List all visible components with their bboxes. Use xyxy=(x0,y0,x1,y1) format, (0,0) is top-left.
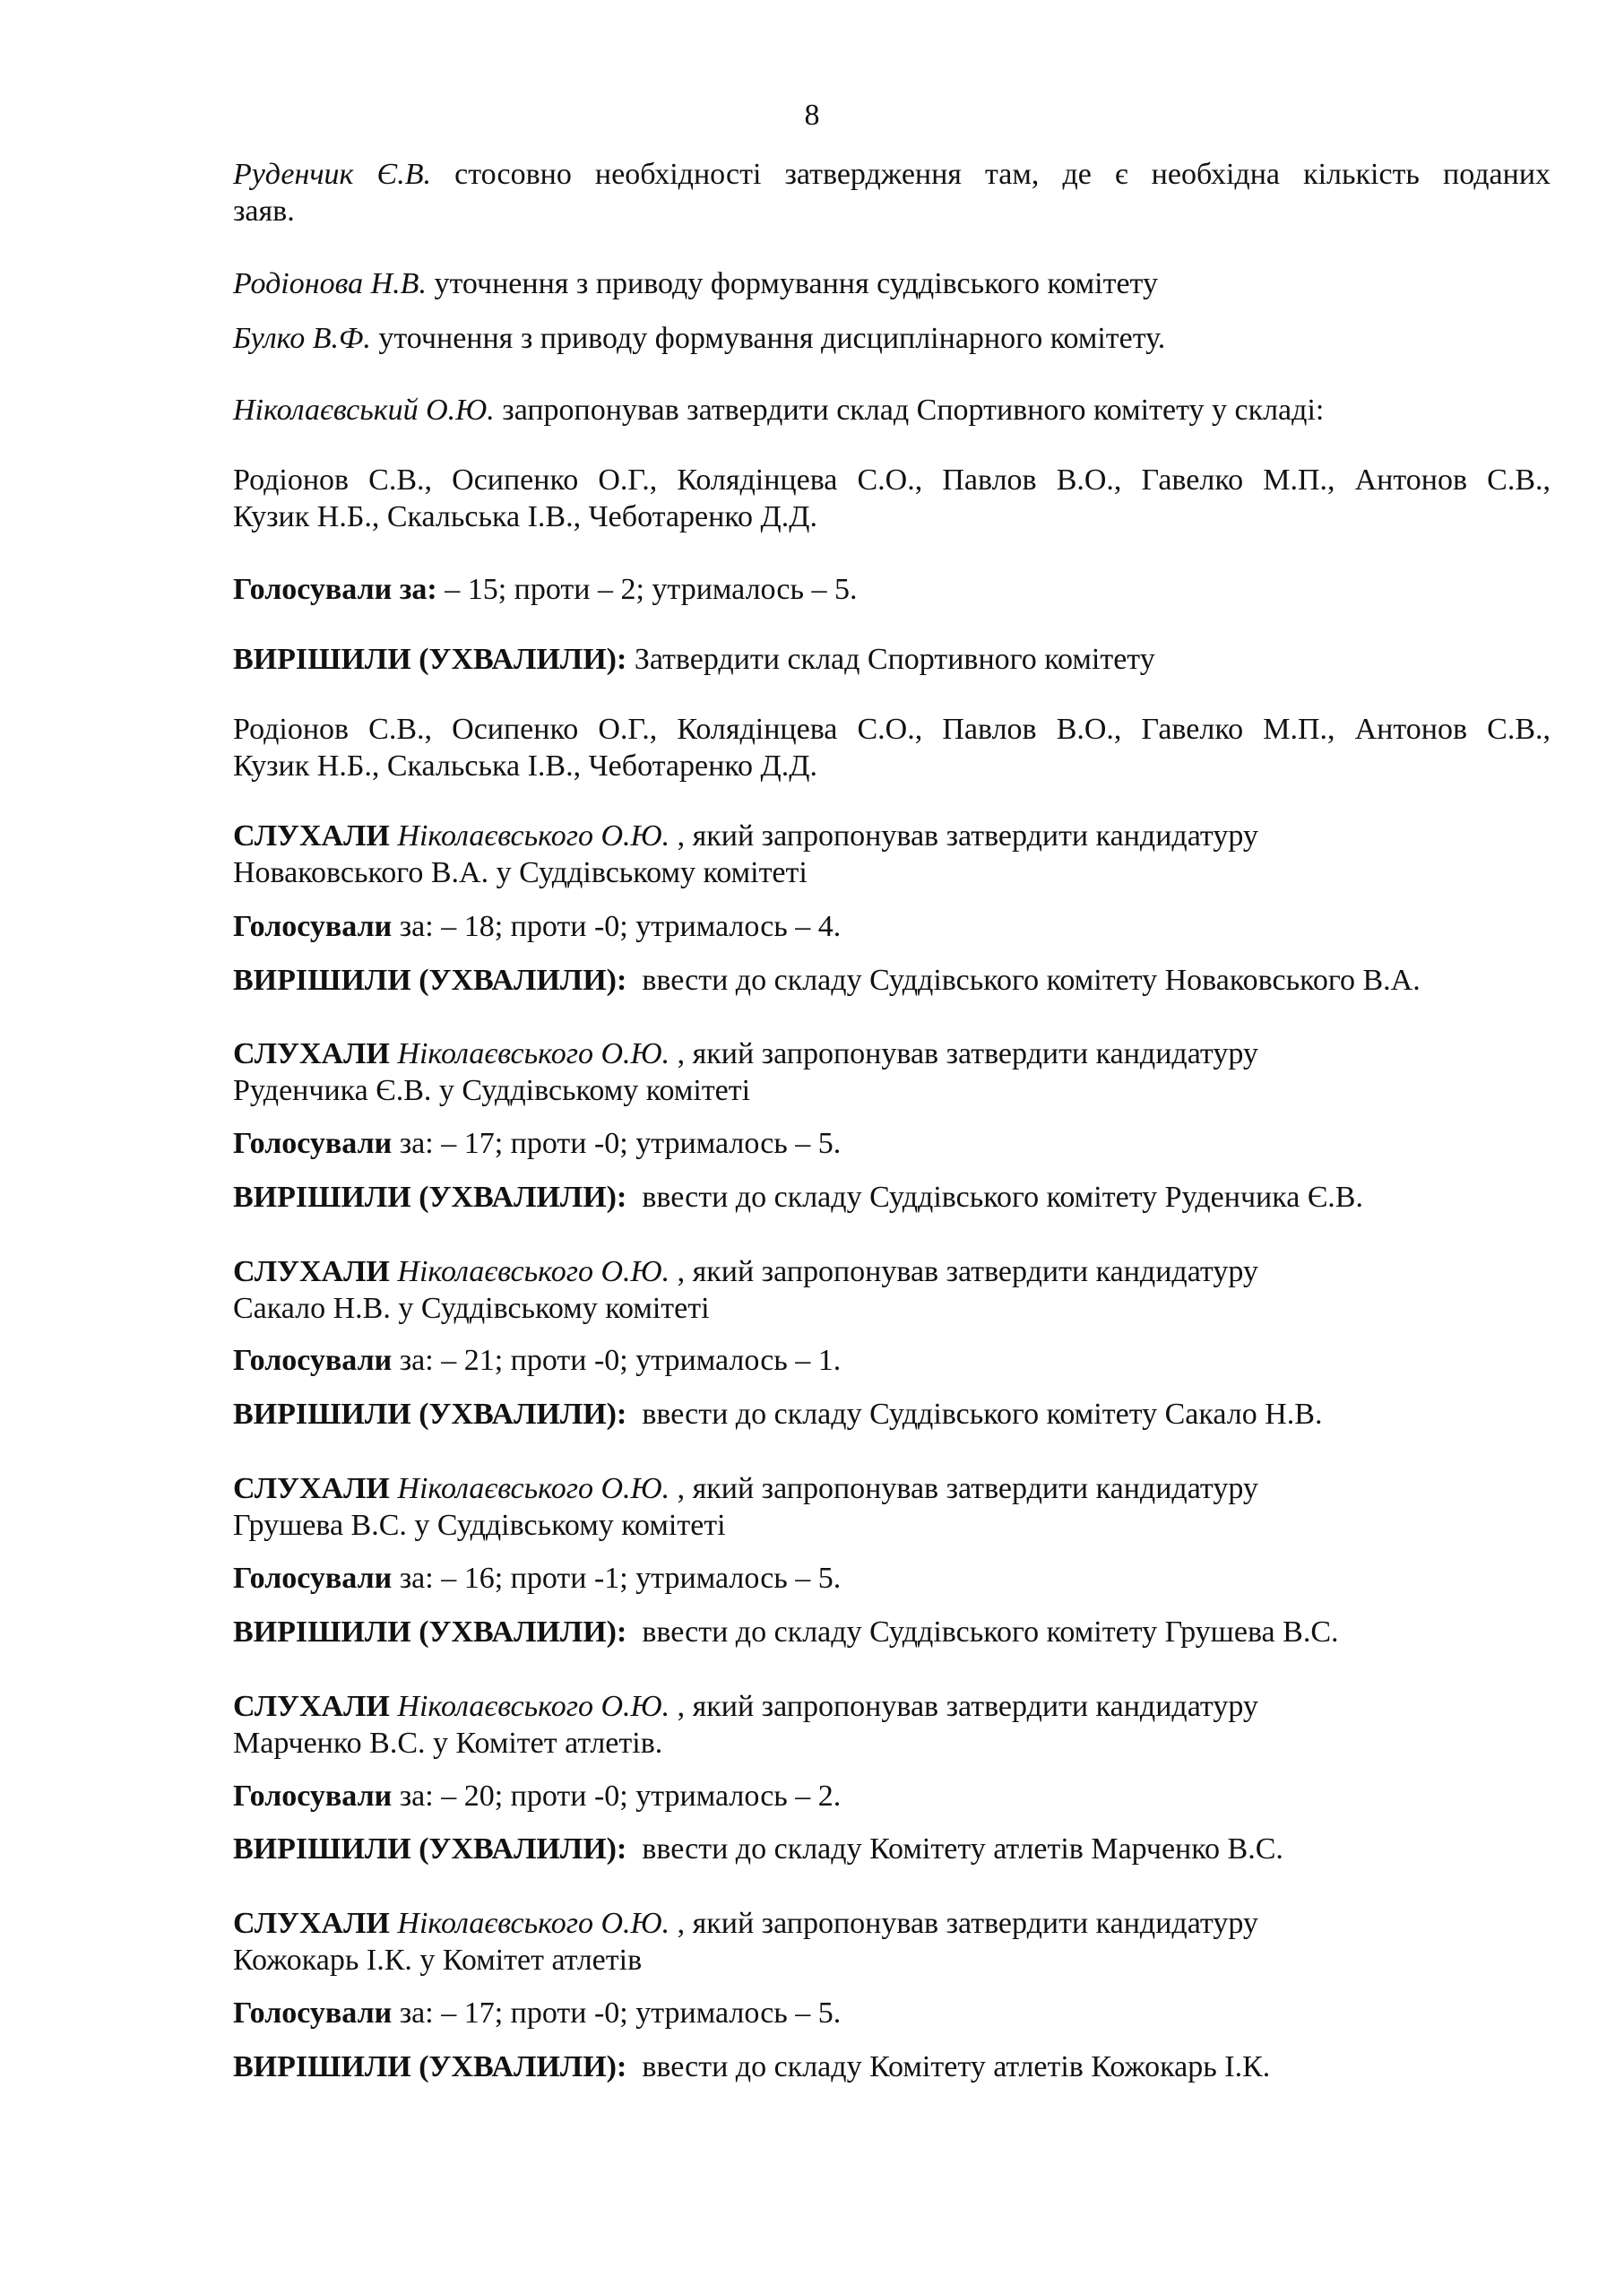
vote-text: за: – 17; проти -0; утрималось – 5. xyxy=(399,1996,842,2030)
heard-text: , який запропонував затвердити кандидатуру xyxy=(677,1907,1258,1940)
decision-label: ВИРІШИЛИ (УХВАЛИЛИ): xyxy=(233,1832,627,1866)
vote-result xyxy=(233,1778,1551,1814)
list-line: Родіонов С.В., Осипенко О.Г., Колядінцева С.О., Павлов В.О., Гавелко М.П., Антонов С.В., xyxy=(233,463,1551,497)
heard-label: СЛУХАЛИ xyxy=(233,1037,390,1070)
vote-label: Голосували xyxy=(233,1996,393,2030)
decision-0 xyxy=(233,641,1551,678)
list-line: Кузик Н.Б., Скальська І.В., Чеботаренко Д.Д. xyxy=(233,500,817,533)
decision-text: ввести до складу Комітету атлетів Кожокарь І.К. xyxy=(642,2050,1271,2083)
decision xyxy=(233,1396,1551,1433)
vote-text: за: – 17; проти -0; утрималось – 5. xyxy=(399,1127,842,1160)
heard-text: Грушева В.С. у Суддівському комітеті xyxy=(233,1509,726,1542)
heard-section xyxy=(233,1253,1551,1327)
speaker-name: Булко В.Ф. xyxy=(233,322,371,355)
vote-text: – 15; проти – 2; утрималось – 5. xyxy=(445,573,858,606)
list-line: Кузик Н.Б., Скальська І.В., Чеботаренко Д.Д. xyxy=(233,749,817,783)
heard-label: СЛУХАЛИ xyxy=(233,1907,390,1940)
committee-list-1 xyxy=(233,462,1551,535)
decision xyxy=(233,2048,1551,2085)
vote-text: за: – 18; проти -0; утрималось – 4. xyxy=(399,910,842,943)
list-line: Родіонов С.В., Осипенко О.Г., Колядінцева С.О., Павлов В.О., Гавелко М.П., Антонов С.В., xyxy=(233,713,1551,746)
paragraph-rodionova xyxy=(233,265,1551,302)
heard-label: СЛУХАЛИ xyxy=(233,1690,390,1723)
decision-text: ввести до складу Суддівського комітету Руденчика Є.В. xyxy=(642,1181,1363,1214)
heard-label: СЛУХАЛИ xyxy=(233,819,390,853)
vote-result xyxy=(233,1342,1551,1379)
heard-text: Руденчика Є.В. у Суддівському комітеті xyxy=(233,1074,751,1107)
vote-label: Голосували xyxy=(233,1562,393,1595)
heard-text: Марченко В.С. у Комітет атлетів. xyxy=(233,1727,663,1760)
speaker-name: Ніколаєвський О.Ю. xyxy=(233,394,495,427)
decision-label: ВИРІШИЛИ (УХВАЛИЛИ): xyxy=(233,643,627,676)
vote-label: Голосували xyxy=(233,910,393,943)
paragraph-rudenchyk xyxy=(233,156,1551,230)
decision xyxy=(233,1179,1551,1216)
heard-label: СЛУХАЛИ xyxy=(233,1472,390,1505)
speaker-name: Ніколаєвського О.Ю. xyxy=(397,1472,670,1505)
vote-label: Голосували xyxy=(233,1127,393,1160)
vote-text: за: – 21; проти -0; утрималось – 1. xyxy=(399,1344,842,1377)
decision-label: ВИРІШИЛИ (УХВАЛИЛИ): xyxy=(233,1398,627,1431)
speaker-name: Ніколаєвського О.Ю. xyxy=(397,819,670,853)
heard-label: СЛУХАЛИ xyxy=(233,1255,390,1288)
paragraph-bulko xyxy=(233,320,1551,357)
heard-text: Сакало Н.В. у Суддівському комітеті xyxy=(233,1292,710,1325)
speaker-name: Ніколаєвського О.Ю. xyxy=(397,1907,670,1940)
heard-text: , який запропонував затвердити кандидатуру xyxy=(677,1255,1258,1288)
heard-section xyxy=(233,1470,1551,1544)
vote-result xyxy=(233,1125,1551,1162)
heard-section xyxy=(233,1688,1551,1762)
vote-result xyxy=(233,1560,1551,1597)
vote-label: Голосували за: xyxy=(233,573,437,606)
speaker-name: Ніколаєвського О.Ю. xyxy=(397,1037,670,1070)
decision-text: Затвердити склад Спортивного комітету xyxy=(634,643,1155,676)
vote-result xyxy=(233,908,1551,945)
page-number: 8 xyxy=(804,99,820,132)
vote-label: Голосували xyxy=(233,1780,393,1813)
decision xyxy=(233,1831,1551,1867)
speaker-name: Ніколаєвського О.Ю. xyxy=(397,1255,670,1288)
paragraph-text: уточнення з приводу формування суддівського комітету xyxy=(434,267,1158,300)
paragraph-nikolaievskyi xyxy=(233,392,1551,429)
heard-text: Новаковського В.А. у Суддівському комітеті xyxy=(233,856,808,889)
heard-section xyxy=(233,818,1551,891)
decision-text: ввести до складу Суддівського комітету Грушева В.С. xyxy=(642,1615,1339,1649)
paragraph-text: стосовно необхідності затвердження там, де є необхідна кількість поданих xyxy=(454,158,1551,191)
decision-text: ввести до складу Суддівського комітету Сакало Н.В. xyxy=(642,1398,1323,1431)
vote-text: за: – 20; проти -0; утрималось – 2. xyxy=(399,1780,842,1813)
vote-label: Голосували xyxy=(233,1344,393,1377)
heard-text: , який запропонував затвердити кандидатуру xyxy=(677,1690,1258,1723)
heard-text: , який запропонував затвердити кандидатуру xyxy=(677,1037,1258,1070)
heard-text: , який запропонував затвердити кандидатуру xyxy=(677,819,1258,853)
decision-text: ввести до складу Комітету атлетів Марченко В.С. xyxy=(642,1832,1283,1866)
decision-label: ВИРІШИЛИ (УХВАЛИЛИ): xyxy=(233,964,627,997)
speaker-name: Родіонова Н.В. xyxy=(233,267,427,300)
paragraph-text: уточнення з приводу формування дисциплінарного комітету. xyxy=(378,322,1166,355)
heard-text: , який запропонував затвердити кандидатуру xyxy=(677,1472,1258,1505)
heard-section xyxy=(233,1035,1551,1109)
decision xyxy=(233,1614,1551,1650)
decision-text: ввести до складу Суддівського комітету Новаковського В.А. xyxy=(642,964,1421,997)
vote-result xyxy=(233,1995,1551,2031)
decision-label: ВИРІШИЛИ (УХВАЛИЛИ): xyxy=(233,1615,627,1649)
paragraph-text: заяв. xyxy=(233,195,295,228)
heard-text: Кожокарь І.К. у Комітет атлетів xyxy=(233,1944,643,1977)
heard-section xyxy=(233,1905,1551,1979)
speaker-name: Ніколаєвського О.Ю. xyxy=(397,1690,670,1723)
decision-label: ВИРІШИЛИ (УХВАЛИЛИ): xyxy=(233,2050,627,2083)
decision-label: ВИРІШИЛИ (УХВАЛИЛИ): xyxy=(233,1181,627,1214)
decision xyxy=(233,962,1551,999)
paragraph-text: запропонував затвердити склад Спортивного комітету у складі: xyxy=(502,394,1325,427)
committee-list-2 xyxy=(233,711,1551,784)
speaker-name: Руденчик Є.В. xyxy=(233,158,432,191)
vote-result-0 xyxy=(233,571,1551,608)
vote-text: за: – 16; проти -1; утрималось – 5. xyxy=(399,1562,842,1595)
